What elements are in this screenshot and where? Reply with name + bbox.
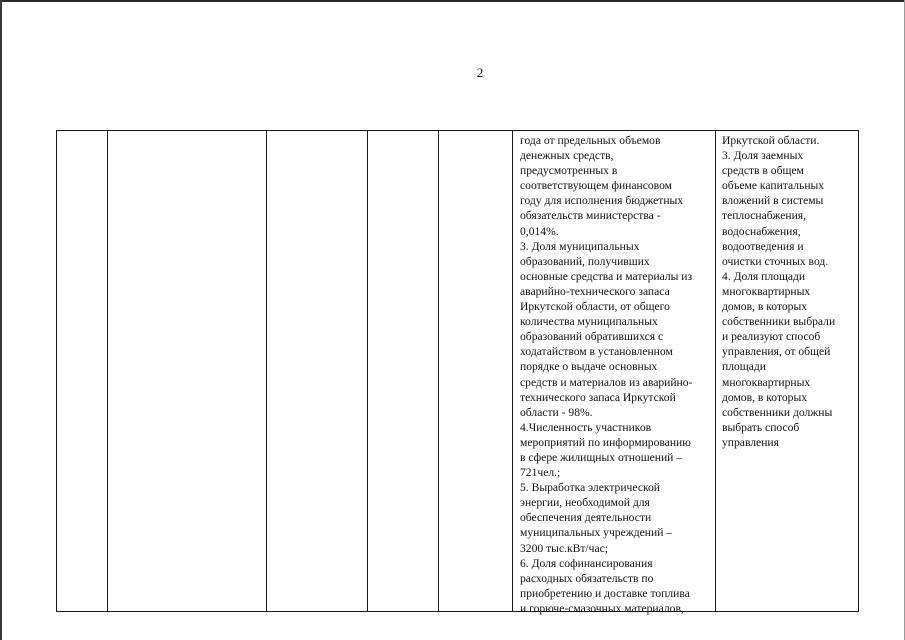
text-line: количества муниципальных [520, 315, 658, 329]
targets-cell [722, 133, 860, 450]
text-line: площади [722, 360, 766, 374]
text-line: выбрать способ [722, 420, 800, 434]
text-line: обязательств министерства - [520, 209, 661, 223]
text-line: 4. Доля площади [722, 269, 806, 283]
text-line: 4.Численность участников [520, 420, 652, 434]
text-line: вложений в системы [722, 194, 824, 208]
text-line: 3. Доля заемных [722, 149, 804, 163]
text-line: образований обратившихся с [520, 330, 664, 344]
column-divider [107, 131, 108, 611]
text-line: денежных средств, [520, 149, 614, 163]
text-line: водоснабжения, [722, 224, 801, 238]
text-line: мероприятий по информированию [520, 435, 691, 449]
column-divider [438, 131, 439, 611]
text-line: собственники выбрали [722, 315, 836, 329]
text-line: очистки сточных вод. [722, 254, 829, 268]
text-line: домов, в которых [722, 390, 808, 404]
text-line: Иркутской области, от общего [520, 300, 670, 314]
text-line: 6. Доля софинансирования [520, 556, 653, 570]
text-line: ходатайством в установленном [520, 345, 673, 359]
text-line: основные средства и материалы из [520, 269, 693, 283]
page-number: 2 [476, 65, 484, 80]
text-line: году для исполнения бюджетных [520, 194, 684, 208]
text-line: многоквартирных [722, 284, 811, 298]
column-divider [266, 131, 267, 611]
document-table [56, 130, 859, 615]
indicators-cell [520, 133, 710, 616]
text-line: предусмотренных в [520, 164, 618, 178]
text-line: управления [722, 435, 779, 449]
text-line: аварийно-технического запаса [520, 284, 670, 298]
column-divider [512, 131, 513, 611]
text-line: средств в общем [722, 164, 804, 178]
text-line: 3. Доля муниципальных [520, 239, 640, 253]
text-line: в сфере жилищных отношений – [520, 450, 683, 464]
text-line: приобретению и доставке топлива [520, 586, 690, 600]
text-line: средств и материалов из аварийно- [520, 375, 693, 389]
text-line: объеме капитальных [722, 179, 825, 193]
text-line: порядке о выдаче основных [520, 360, 658, 374]
text-line: расходных обязательств по [520, 571, 654, 585]
text-line: 721чел.; [520, 466, 561, 480]
text-line: Иркутской области. [722, 134, 820, 147]
text-line: обеспечения деятельности [520, 511, 652, 525]
text-line: управления, от общей [722, 345, 831, 359]
text-line: домов, в которых [722, 300, 808, 314]
text-line: водоотведения и [722, 239, 804, 253]
text-line: 3200 тыс.кВт/час; [520, 541, 608, 555]
text-line: 5. Выработка электрической [520, 481, 661, 495]
text-line: муниципальных учреждений – [520, 526, 673, 540]
scan-left-edge [0, 0, 2, 640]
text-line: области - 98%. [520, 405, 593, 419]
text-line: собственники должны [722, 405, 833, 419]
text-line: образований, получивших [520, 254, 650, 268]
text-line: и горюче-смазочных материалов, [520, 601, 684, 615]
text-line: года от предельных объемов [520, 134, 661, 147]
text-line: теплоснабжения, [722, 209, 807, 223]
text-line: 0,014%. [520, 224, 559, 238]
text-line: многоквартирных [722, 375, 811, 389]
text-line: энергии, необходимой для [520, 496, 650, 510]
text-line: соответствующем финансовом [520, 179, 672, 193]
scan-top-edge [0, 0, 905, 2]
text-line: технического запаса Иркутской [520, 390, 676, 404]
text-line: и реализуют способ [722, 330, 821, 344]
column-divider [367, 131, 368, 611]
column-divider [715, 131, 716, 611]
